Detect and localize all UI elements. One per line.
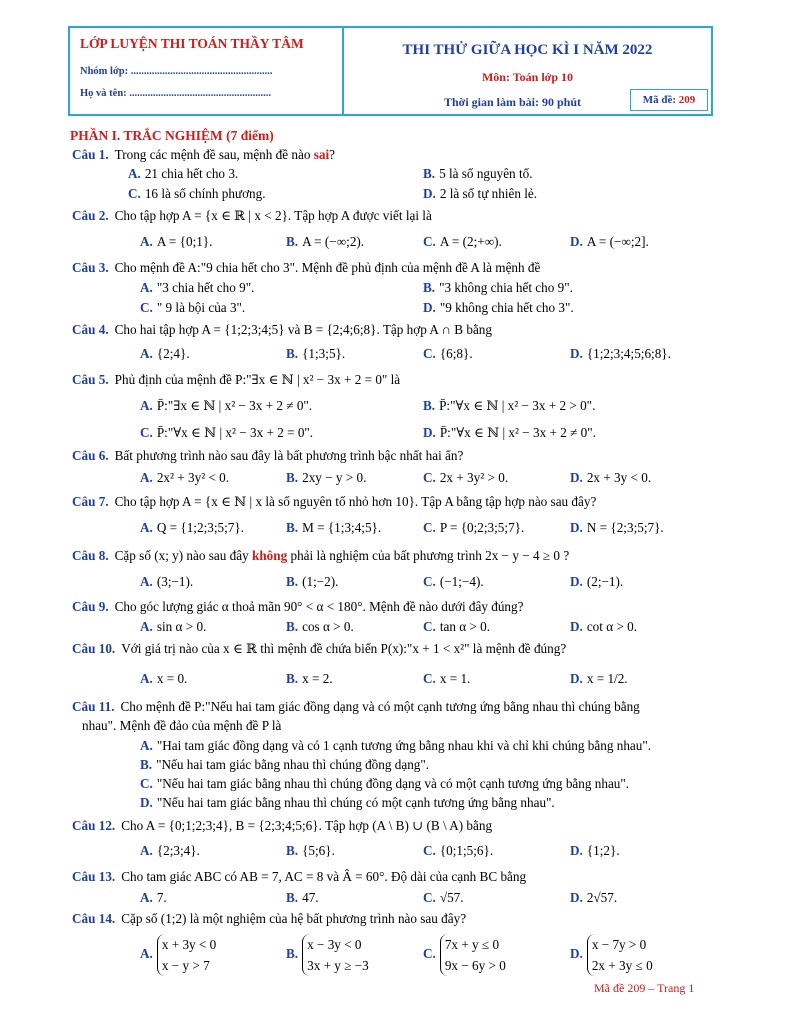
option-text: x = 2. [302,671,333,686]
option-label: A. [140,946,153,962]
question-label: Câu 13. [72,869,116,884]
exam-code-label: Mã đề: [642,94,677,106]
option[interactable] [140,890,167,906]
exam-title: THI THỬ GIỮA HỌC KÌ I NĂM 2022 [402,42,653,58]
system-row-1: x − 3y < 0 [307,937,362,952]
option-label: C. [128,186,141,201]
question-text: Phủ định của mệnh đề P:"∃x ∈ ℕ | x² − 3x + 2 = 0" là [114,372,401,387]
question-11 [72,699,640,715]
option[interactable] [140,234,212,250]
option-label: D. [570,890,583,905]
option-text: "3 không chia hết cho 9". [439,280,573,295]
name-field: Họ và tên: ...................................................... [80,88,272,99]
option-label: D. [423,186,436,201]
option-label: A. [140,738,153,753]
option-text: (2;−1). [586,574,624,589]
option-text: "Nếu hai tam giác bằng nhau thì chúng có một cạnh tương ứng bằng nhau". [156,795,555,810]
option[interactable] [423,280,573,296]
option[interactable] [140,795,555,811]
question-text: Cho tập hợp A = {x ∈ ℕ | x là số nguyên tố nhỏ hơn 10}. Tập A bằng tập hợp nào sau đây? [114,494,597,509]
option-label: A. [140,398,153,413]
option-text: 2x + 3y² > 0. [439,470,509,485]
option-label: C. [423,234,436,249]
page-footer: Mã đề 209 – Trang 1 [594,981,695,995]
exam-info-box [344,28,711,114]
option-text: {1;2;3;4;5;6;8}. [586,346,671,361]
option-label: A. [140,346,153,361]
question-11-continued: nhau". Mệnh đề đảo của mệnh đề P là [82,718,282,733]
option-text: P̄:"∀x ∈ ℕ | x² − 3x + 2 = 0". [156,425,314,440]
option[interactable] [570,843,620,859]
system-row-2: 2x + 3y ≤ 0 [591,958,653,973]
question-text: Cho hai tập hợp A = {1;2;3;4;5} và B = {2;4;6;8}. Tập hợp A ∩ B bằng [114,322,492,337]
option[interactable] [570,470,651,486]
option-text: M = {1;3;4;5}. [302,520,382,535]
option[interactable] [140,425,313,441]
option-label: C. [423,671,436,686]
option-label: A. [140,574,153,589]
option[interactable] [423,574,484,590]
option-label: B. [286,574,299,589]
option[interactable] [140,520,244,536]
option-text: A = (−∞;2]. [586,234,649,249]
option-text: cot α > 0. [586,619,638,634]
option[interactable] [140,757,429,773]
option-label: C. [140,776,153,791]
option-label: A. [140,671,153,686]
question-text: Với giá trị nào của x ∈ ℝ thì mệnh đề chứa biến P(x):"x + 1 < x²" là mệnh đề đúng? [121,641,567,656]
option-label: D. [140,795,153,810]
option-text: "3 chia hết cho 9". [156,280,255,295]
option-text: 47. [302,890,319,905]
option-text: 21 chia hết cho 3. [144,166,239,181]
group-field: Nhóm lớp: ...................................................... [80,66,273,77]
question-label: Câu 8. [72,548,109,563]
option-text: x = 1. [439,671,471,686]
option[interactable] [423,186,537,202]
option-label: D. [570,843,583,858]
exam-header [68,26,713,116]
question-text: Cho tam giác ABC có AB = 7, AC = 8 và Â = 60°. Độ dài của cạnh BC bằng [121,869,527,884]
option[interactable] [140,470,229,486]
option[interactable] [286,843,335,859]
question-12 [72,818,492,834]
option[interactable] [570,234,649,250]
option-text: (1;−2). [302,574,339,589]
option-label: B. [423,166,436,181]
question-2 [72,208,432,224]
option[interactable] [140,934,216,976]
option[interactable] [423,398,595,414]
option-text: x = 1/2. [586,671,628,686]
option-text: tan α > 0. [439,619,491,634]
option[interactable] [570,520,664,536]
option[interactable] [140,346,190,362]
option[interactable] [423,520,524,536]
question-label: Câu 10. [72,641,116,656]
option[interactable] [423,843,493,859]
question-text: Cho A = {0;1;2;3;4}, B = {2;3;4;5;6}. Tập hợp (A \ B) ∪ (B \ A) bằng [121,818,493,833]
school-name: LỚP LUYỆN THI TOÁN THẦY TÂM [80,36,304,51]
option-text: "Hai tam giác đồng dạng và có 1 cạnh tương ứng bằng nhau khi và chỉ khi chúng bằng nhau". [156,738,652,753]
option[interactable] [140,574,193,590]
question-14 [72,911,466,927]
question-label: Câu 14. [72,911,116,926]
option-text: 2xy − y > 0. [302,470,367,485]
option-text: P̄:"∀x ∈ ℕ | x² − 3x + 2 ≠ 0". [439,425,596,440]
question-label: Câu 5. [72,372,109,387]
option-text: P̄:"∃x ∈ ℕ | x² − 3x + 2 ≠ 0". [156,398,313,413]
option[interactable] [570,934,653,976]
option-label: C. [423,470,436,485]
option[interactable] [570,346,671,362]
question-text-end: phải là nghiệm của bất phương trình 2x − y − 4 ≥ 0 ? [287,548,570,563]
option-label: D. [570,520,583,535]
question-text: Bất phương trình nào sau đây là bất phương trình bậc nhất hai ẩn? [114,448,464,463]
option-text: {1;2}. [586,843,620,858]
option[interactable] [423,425,596,441]
option-label: C. [423,843,436,858]
option-label: B. [423,398,436,413]
option-text: √57. [439,890,464,905]
option-label: D. [570,346,583,361]
option-text: x = 0. [156,671,188,686]
question-emphasis: sai [313,147,330,162]
option-label: C. [423,346,436,361]
option-text: sin α > 0. [156,619,207,634]
question-label: Câu 11. [72,699,115,714]
option[interactable] [286,671,333,687]
option-label: C. [423,890,436,905]
question-3 [72,260,540,276]
option-text: {0;1;5;6}. [439,843,494,858]
question-1 [72,147,335,163]
option-text: " 9 là bội của 3". [156,300,246,315]
option-label: C. [423,574,436,589]
option-label: C. [423,520,436,535]
option[interactable] [286,470,366,486]
system-row-2: 3x + y ≥ −3 [307,958,369,973]
question-text: Cặp số (x; y) nào sau đây [114,548,252,563]
option-label: A. [140,843,153,858]
inequality-system [587,934,653,976]
question-text: Trong các mệnh đề sau, mệnh đề nào [114,147,314,162]
option[interactable] [128,186,266,202]
option-label: A. [140,470,153,485]
system-row-2: 9x − 6y > 0 [444,958,506,973]
option-text: {2;3;4}. [156,843,200,858]
duration: Thời gian làm bài: 90 phút [444,95,582,109]
option-text: "Nếu hai tam giác bằng nhau thì chúng đồng dạng". [156,757,430,772]
question-label: Câu 6. [72,448,109,463]
option-text: {6;8}. [439,346,473,361]
question-label: Câu 3. [72,260,109,275]
option-label: D. [570,574,583,589]
option-label: D. [570,619,583,634]
question-label: Câu 9. [72,599,109,614]
section-title: PHẦN I. TRẮC NGHIỆM (7 điểm) [70,128,274,143]
option[interactable] [423,890,464,906]
option-label: B. [140,757,153,772]
option-label: B. [286,520,299,535]
option[interactable] [423,166,533,182]
option-label: D. [423,425,436,440]
option-text: {5;6}. [302,843,335,858]
option[interactable] [140,619,206,635]
option[interactable] [286,890,319,906]
inequality-system [440,934,506,976]
option-text: {2;4}. [156,346,190,361]
option[interactable] [140,738,651,754]
option[interactable] [128,166,238,182]
option-label: A. [140,890,153,905]
option-label: A. [128,166,141,181]
question-6 [72,448,463,464]
option-text: 2 là số tự nhiên lẻ. [439,186,538,201]
option[interactable] [570,671,628,687]
question-5 [72,372,400,388]
option-text: "Nếu hai tam giác bằng nhau thì chúng đồng dạng và có một cạnh tương ứng bằng nhau". [156,776,630,791]
option[interactable] [140,671,187,687]
option-text: cos α > 0. [302,619,354,634]
option-text: 7. [156,890,167,905]
question-label: Câu 12. [72,818,116,833]
option-text: 2√57. [586,890,618,905]
option[interactable] [423,346,473,362]
option[interactable] [286,934,369,976]
option-label: D. [570,234,583,249]
option[interactable] [423,619,490,635]
question-text: Cho góc lượng giác α thoả mãn 90° < α < 180°. Mệnh đề nào dưới đây đúng? [114,599,524,614]
option-text: A = {0;1}. [156,234,213,249]
option[interactable] [423,234,502,250]
question-7 [72,494,596,510]
option-text: 16 là số chính phương. [144,186,266,201]
option-text: A = (−∞;2). [302,234,365,249]
option-text: 5 là số nguyên tố. [439,166,533,181]
question-text: Cho mệnh đề A:"9 chia hết cho 3". Mệnh đề phủ định của mệnh đề A là mệnh đề [114,260,541,275]
question-label: Câu 7. [72,494,109,509]
system-row-1: x + 3y < 0 [161,937,217,952]
question-4 [72,322,492,338]
option[interactable] [286,619,354,635]
question-text-end: ? [329,147,335,162]
option-label: C. [423,619,436,634]
option-text: P̄:"∀x ∈ ℕ | x² − 3x + 2 > 0". [439,398,596,413]
question-text: Cho mệnh đề P:"Nếu hai tam giác đồng dạng và có một cạnh tương ứng bằng nhau thì chúng bằng [120,699,640,714]
option-label: C. [140,425,153,440]
question-label: Câu 4. [72,322,109,337]
option-text: 2x + 3y < 0. [586,470,652,485]
option-label: B. [286,619,299,634]
option-label: B. [286,946,299,962]
option-label: B. [286,890,299,905]
option[interactable] [286,520,381,536]
subject: Môn: Toán lớp 10 [481,70,573,84]
question-label: Câu 1. [72,147,109,162]
question-emphasis: không [251,548,288,563]
option[interactable] [286,346,345,362]
option-text: P = {0;2;3;5;7}. [439,520,525,535]
inequality-system [302,934,369,976]
question-13 [72,869,526,885]
system-row-1: x − 7y > 0 [591,937,647,952]
option[interactable] [140,843,200,859]
option[interactable] [140,280,254,296]
option-text: 2x² + 3y² < 0. [156,470,230,485]
option-text: "9 không chia hết cho 3". [439,300,574,315]
option-label: B. [286,346,299,361]
option[interactable] [140,300,245,316]
option-label: B. [286,671,299,686]
option[interactable] [423,934,506,976]
option[interactable] [570,890,617,906]
option-text: {1;3;5}. [302,346,346,361]
option-label: D. [570,946,583,962]
option-label: B. [423,280,436,295]
option-text: N = {2;3;5;7}. [586,520,664,535]
option[interactable] [423,470,508,486]
option[interactable] [286,234,364,250]
student-info-box [70,28,344,114]
option-label: D. [423,300,436,315]
option[interactable] [140,776,629,792]
option-label: B. [286,843,299,858]
option-label: C. [423,946,436,962]
option-text: (−1;−4). [439,574,484,589]
option-label: D. [570,470,583,485]
option-text: A = (2;+∞). [439,234,502,249]
option-label: A. [140,234,153,249]
inequality-system [157,934,216,976]
system-row-2: x − y > 7 [161,958,210,973]
system-row-1: 7x + y ≤ 0 [444,937,500,952]
option-label: B. [286,470,299,485]
option-label: A. [140,520,153,535]
exam-code-value: 209 [678,94,696,106]
option-label: A. [140,280,153,295]
question-label: Câu 2. [72,208,109,223]
option-label: D. [570,671,583,686]
option[interactable] [286,574,338,590]
option[interactable] [140,398,312,414]
option[interactable] [423,300,574,316]
exam-code-box [630,89,708,111]
question-9 [72,599,523,615]
option[interactable] [570,574,623,590]
question-8 [72,548,569,564]
question-text: Cho tập hợp A = {x ∈ ℝ | x < 2}. Tập hợp A được viết lại là [114,208,432,223]
option-label: C. [140,300,153,315]
option-text: (3;−1). [156,574,194,589]
option[interactable] [570,619,637,635]
option-text: Q = {1;2;3;5;7}. [156,520,244,535]
option[interactable] [423,671,470,687]
question-text: Cặp số (1;2) là một nghiệm của hệ bất phương trình nào sau đây? [121,911,467,926]
option-label: A. [140,619,153,634]
question-10 [72,641,566,657]
option-label: B. [286,234,299,249]
